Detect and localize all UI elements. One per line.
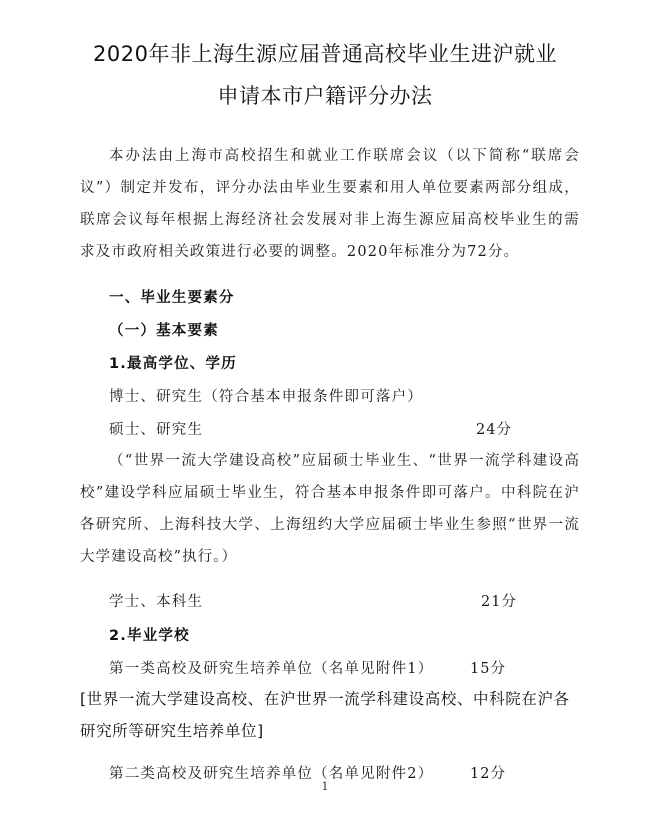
subsection-heading-basic-factors: （一）基本要素 xyxy=(109,323,219,339)
intro-paragraph: 本办法由上海市高校招生和就业工作联席会议（以下简称“联席会议”）制定并发布，评分办法由毕业生要素和用人单位要素两部分组成，联席会议每年根据上海经济社会发展对非上海生源应届高校毕业生的需求及市政府相关政策进行必要的调整。2020年标准分为72分。 xyxy=(80,148,580,260)
section-heading-graduate-factors: 一、毕业生要素分 xyxy=(109,290,235,306)
doctor-line: 博士、研究生（符合基本申报条件即可落户） xyxy=(109,389,423,405)
bachelor-label: 学士、本科生 xyxy=(109,594,204,610)
category2-label: 第二类高校及研究生培养单位（名单见附件2） xyxy=(109,766,434,782)
category2-score: 12分 xyxy=(470,766,506,782)
document-title-line2: 申请本市户籍评分办法 xyxy=(217,84,433,108)
item-heading-degree: 1.最高学位、学历 xyxy=(109,356,237,372)
bachelor-score: 21分 xyxy=(481,594,517,610)
category1-score: 15分 xyxy=(470,661,506,677)
item-heading-school: 2.毕业学校 xyxy=(109,628,190,644)
category1-note: [世界一流大学建设高校、在沪世界一流学科建设高校、中科院在沪各研究所等研究生培养单位] xyxy=(80,690,570,740)
master-label: 硕士、研究生 xyxy=(109,422,204,438)
page-number: 1 xyxy=(321,780,329,793)
document-title-line1: 2020年非上海生源应届普通高校毕业生进沪就业 xyxy=(93,42,557,66)
category1-label: 第一类高校及研究生培养单位（名单见附件1） xyxy=(109,661,434,677)
master-score: 24分 xyxy=(476,422,512,438)
master-note: （“世界一流大学建设高校”应届硕士毕业生、“世界一流学科建设高校”建设学科应届硕士毕业生，符合基本申报条件即可落户。中科院在沪各研究所、上海科技大学、上海纽约大学应届硕士毕业生参照“世界一流大学建设高校”执行。） xyxy=(80,453,580,565)
